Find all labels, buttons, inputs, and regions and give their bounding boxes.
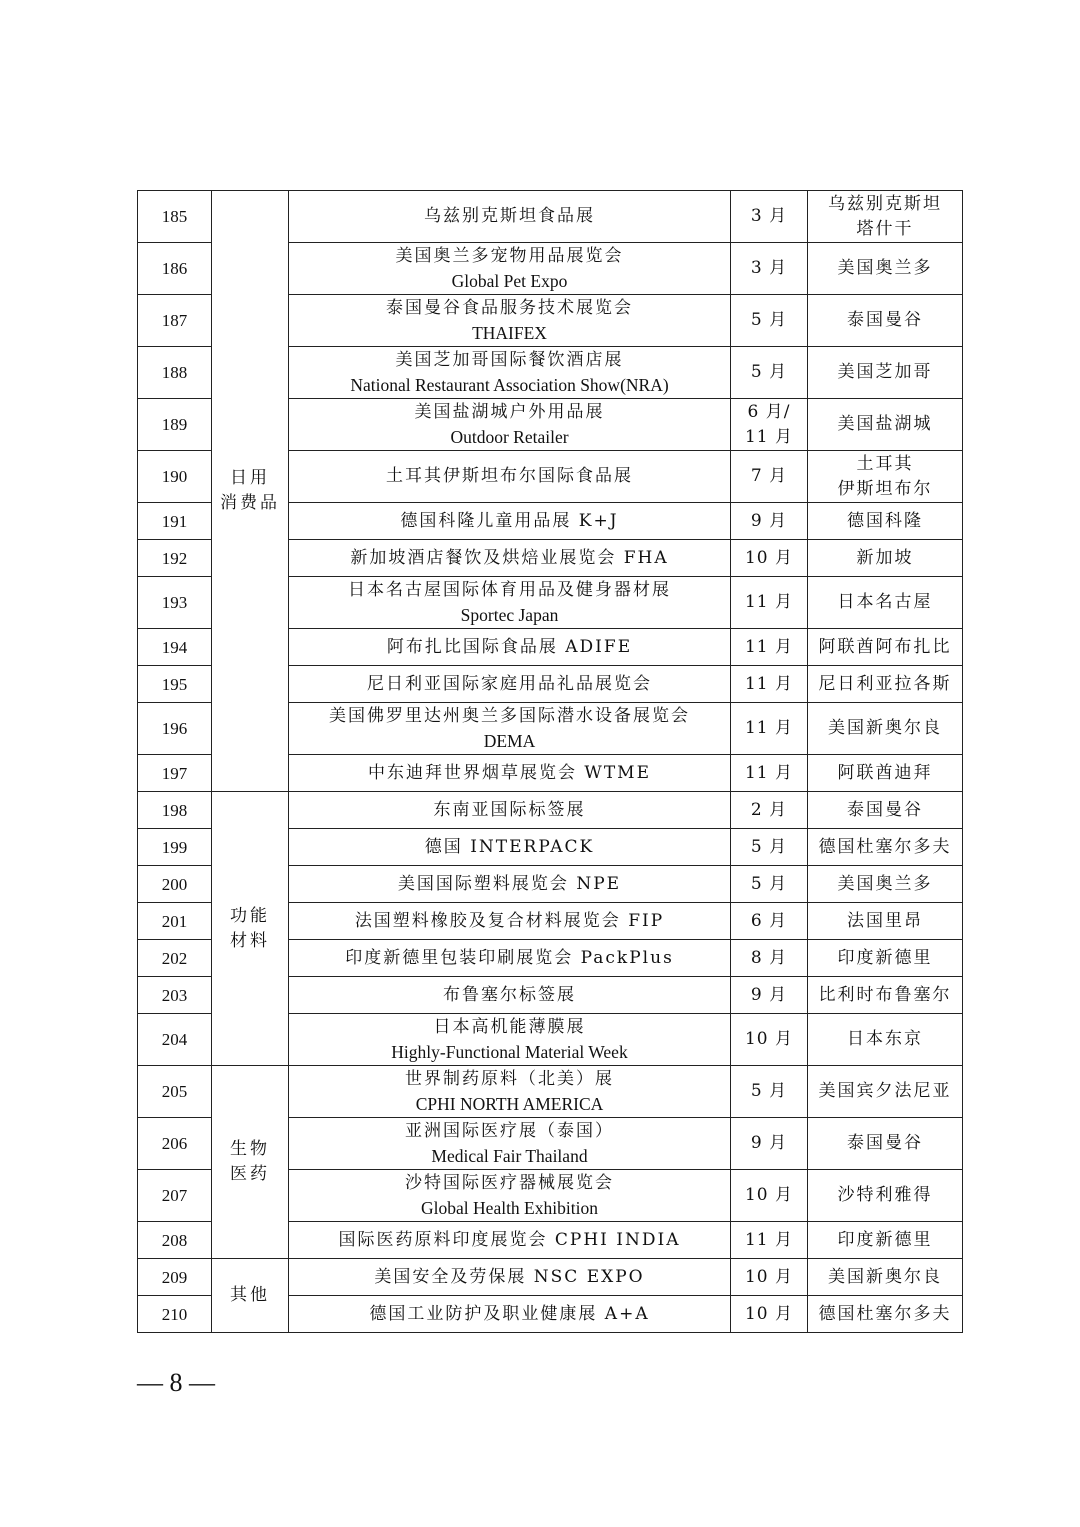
month-cell (731, 666, 808, 703)
exhibition-month: 11 月 (744, 673, 794, 694)
exhibition-city: 德国科隆 (847, 510, 923, 531)
exhibition-name-cell (289, 503, 731, 540)
exhibition-name: 美国佛罗里达州奥兰多国际潜水设备展览会 (329, 705, 690, 726)
exhibition-name: 沙特国际医疗器械展览会 (405, 1172, 614, 1193)
exhibition-name-en: Global Pet Expo (451, 270, 568, 291)
exhibition-table-body (138, 191, 963, 1333)
month-cell (731, 1222, 808, 1259)
exhibition-name-cell (289, 577, 731, 629)
exhibition-month: 11 月 (744, 762, 794, 783)
category-biomedicine (212, 1066, 289, 1259)
exhibition-name-cell (289, 540, 731, 577)
exhibition-name: 美国安全及劳保展 NSC EXPO (374, 1266, 645, 1287)
exhibition-month: 9 月 (750, 1133, 788, 1153)
exhibition-city: 乌兹别克斯坦 塔什干 (828, 193, 942, 239)
exhibition-name-en: Sportec Japan (460, 604, 559, 625)
city-cell (808, 1170, 963, 1222)
month-cell (731, 503, 808, 540)
exhibition-name: 泰国曼谷食品服务技术展览会 (386, 297, 633, 318)
row-number: 203 (138, 977, 212, 1014)
exhibition-month: 10 月 (744, 1266, 794, 1287)
exhibition-name-cell (289, 703, 731, 755)
exhibition-name-cell (289, 191, 731, 243)
exhibition-name: 中东迪拜世界烟草展览会 WTME (367, 762, 652, 783)
city-cell (808, 1222, 963, 1259)
exhibition-name-cell (289, 755, 731, 792)
table-row (138, 1066, 963, 1118)
table-row (138, 792, 963, 829)
exhibition-name: 美国国际塑料展览会 NPE (397, 873, 622, 894)
month-cell (731, 755, 808, 792)
exhibition-name-en: CPHI NORTH AMERICA (415, 1093, 604, 1114)
exhibition-month: 10 月 (744, 547, 794, 568)
row-number: 204 (138, 1014, 212, 1066)
exhibition-month: 8 月 (750, 947, 788, 968)
exhibition-name-en: Outdoor Retailer (450, 426, 569, 447)
exhibition-name-cell (289, 1259, 731, 1296)
city-cell (808, 451, 963, 503)
exhibition-month: 7 月 (750, 466, 788, 486)
row-number: 206 (138, 1118, 212, 1170)
exhibition-name: 乌兹别克斯坦食品展 (424, 206, 595, 226)
exhibition-name: 美国盐湖城户外用品展 (414, 401, 605, 422)
month-cell (731, 243, 808, 295)
city-cell (808, 977, 963, 1014)
exhibition-city: 比利时布鲁塞尔 (818, 984, 952, 1005)
month-cell (731, 1259, 808, 1296)
exhibition-name: 土耳其伊斯坦布尔国际食品展 (386, 466, 633, 486)
exhibition-city: 美国盐湖城 (837, 414, 933, 434)
row-number: 198 (138, 792, 212, 829)
city-cell (808, 792, 963, 829)
row-number: 202 (138, 940, 212, 977)
category-label: 生物 医药 (230, 1139, 270, 1184)
category-label: 日用 消费品 (220, 468, 280, 513)
exhibition-city: 泰国曼谷 (847, 310, 923, 330)
row-number: 196 (138, 703, 212, 755)
exhibition-name-cell (289, 295, 731, 347)
category-label: 其他 (230, 1285, 270, 1305)
exhibition-name: 东南亚国际标签展 (433, 799, 586, 820)
exhibition-name-cell (289, 792, 731, 829)
exhibition-city: 日本东京 (847, 1029, 923, 1049)
exhibition-name: 德国科隆儿童用品展 K+J (400, 510, 619, 531)
exhibition-name-cell (289, 666, 731, 703)
category-other (212, 1259, 289, 1333)
exhibition-month: 5 月 (750, 310, 788, 330)
row-number: 188 (138, 347, 212, 399)
table-row (138, 191, 963, 243)
exhibition-month: 11 月 (744, 1229, 794, 1250)
exhibition-name-cell (289, 1066, 731, 1118)
exhibition-name-cell (289, 399, 731, 451)
exhibition-city: 德国杜塞尔多夫 (818, 836, 952, 857)
exhibition-month: 5 月 (750, 1081, 788, 1101)
row-number: 189 (138, 399, 212, 451)
city-cell (808, 829, 963, 866)
table-row (138, 1259, 963, 1296)
city-cell (808, 540, 963, 577)
row-number: 194 (138, 629, 212, 666)
category-daily-consumer (212, 191, 289, 792)
month-cell (731, 347, 808, 399)
exhibition-city: 沙特利雅得 (837, 1185, 933, 1205)
exhibition-month: 2 月 (750, 799, 788, 820)
row-number: 187 (138, 295, 212, 347)
exhibition-city: 阿联酋阿布扎比 (818, 636, 952, 657)
exhibition-name-en: National Restaurant Association Show(NRA) (350, 374, 669, 395)
month-cell (731, 1014, 808, 1066)
city-cell (808, 629, 963, 666)
city-cell (808, 666, 963, 703)
exhibition-name: 亚洲国际医疗展（泰国） (405, 1120, 614, 1141)
city-cell (808, 577, 963, 629)
exhibition-city: 日本名古屋 (837, 592, 933, 612)
exhibition-table (137, 190, 963, 1333)
city-cell (808, 703, 963, 755)
exhibition-city: 美国新奥尔良 (828, 718, 942, 738)
month-cell (731, 577, 808, 629)
city-cell (808, 191, 963, 243)
exhibition-city: 法国里昂 (847, 910, 923, 931)
month-cell (731, 829, 808, 866)
exhibition-name-cell (289, 866, 731, 903)
month-cell (731, 1118, 808, 1170)
exhibition-name-en: Medical Fair Thailand (431, 1145, 588, 1166)
exhibition-name: 阿布扎比国际食品展 ADIFE (386, 636, 633, 657)
row-number: 193 (138, 577, 212, 629)
exhibition-city: 新加坡 (856, 547, 914, 568)
city-cell (808, 1296, 963, 1333)
exhibition-name-cell (289, 1014, 731, 1066)
exhibition-month: 6 月/ 11 月 (744, 401, 794, 447)
exhibition-name: 世界制药原料（北美）展 (405, 1068, 614, 1089)
exhibition-name: 尼日利亚国际家庭用品礼品展览会 (367, 673, 652, 694)
exhibition-month: 5 月 (750, 873, 788, 894)
exhibition-month: 9 月 (750, 510, 788, 531)
month-cell (731, 1170, 808, 1222)
row-number: 197 (138, 755, 212, 792)
exhibition-name-cell (289, 347, 731, 399)
row-number: 192 (138, 540, 212, 577)
row-number: 201 (138, 903, 212, 940)
month-cell (731, 295, 808, 347)
exhibition-month: 10 月 (744, 1185, 794, 1205)
exhibition-month: 10 月 (744, 1029, 794, 1049)
city-cell (808, 866, 963, 903)
exhibition-name-cell (289, 940, 731, 977)
exhibition-name-cell (289, 1296, 731, 1333)
exhibition-name: 美国奥兰多宠物用品展览会 (395, 245, 624, 266)
exhibition-name: 法国塑料橡胶及复合材料展览会 FIP (354, 910, 665, 931)
exhibition-city: 泰国曼谷 (847, 1133, 923, 1153)
exhibition-name-en: Highly-Functional Material Week (391, 1041, 628, 1062)
exhibition-month: 3 月 (750, 258, 788, 278)
exhibition-name-cell (289, 451, 731, 503)
exhibition-city: 阿联酋迪拜 (837, 762, 933, 783)
month-cell (731, 940, 808, 977)
row-number: 208 (138, 1222, 212, 1259)
exhibition-city: 美国奥兰多 (837, 258, 933, 278)
exhibition-city: 泰国曼谷 (847, 799, 923, 820)
exhibition-name: 日本名古屋国际体育用品及健身器材展 (348, 579, 671, 600)
category-label: 功能 材料 (230, 905, 270, 951)
exhibition-name-cell (289, 1118, 731, 1170)
row-number: 207 (138, 1170, 212, 1222)
month-cell (731, 792, 808, 829)
exhibition-city: 美国芝加哥 (837, 362, 933, 382)
exhibition-name-cell (289, 977, 731, 1014)
exhibition-month: 10 月 (744, 1303, 794, 1324)
city-cell (808, 1014, 963, 1066)
exhibition-name-cell (289, 1170, 731, 1222)
exhibition-name: 美国芝加哥国际餐饮酒店展 (395, 349, 624, 370)
exhibition-city: 印度新德里 (837, 1229, 933, 1250)
row-number: 205 (138, 1066, 212, 1118)
month-cell (731, 866, 808, 903)
city-cell (808, 503, 963, 540)
exhibition-city: 美国奥兰多 (837, 873, 933, 894)
exhibition-name-cell (289, 243, 731, 295)
city-cell (808, 399, 963, 451)
month-cell (731, 977, 808, 1014)
exhibition-name: 日本高机能薄膜展 (433, 1016, 586, 1037)
month-cell (731, 191, 808, 243)
month-cell (731, 1066, 808, 1118)
exhibition-month: 6 月 (750, 910, 788, 931)
exhibition-city: 美国新奥尔良 (828, 1266, 942, 1287)
month-cell (731, 451, 808, 503)
exhibition-month: 9 月 (750, 984, 788, 1005)
exhibition-name-en: THAIFEX (472, 322, 547, 343)
exhibition-city: 土耳其 伊斯坦布尔 (837, 453, 933, 499)
month-cell (731, 1296, 808, 1333)
city-cell (808, 347, 963, 399)
category-functional-materials (212, 792, 289, 1066)
city-cell (808, 755, 963, 792)
exhibition-month: 11 月 (744, 592, 794, 612)
exhibition-month: 11 月 (744, 718, 794, 738)
exhibition-name: 布鲁塞尔标签展 (443, 984, 576, 1005)
city-cell (808, 1118, 963, 1170)
month-cell (731, 703, 808, 755)
exhibition-month: 11 月 (744, 636, 794, 657)
row-number: 195 (138, 666, 212, 703)
exhibition-city: 德国杜塞尔多夫 (818, 1303, 952, 1324)
exhibition-name: 德国 INTERPACK (424, 836, 595, 857)
row-number: 199 (138, 829, 212, 866)
city-cell (808, 295, 963, 347)
exhibition-name: 国际医药原料印度展览会 CPHI INDIA (338, 1229, 681, 1250)
city-cell (808, 940, 963, 977)
exhibition-name-cell (289, 903, 731, 940)
exhibition-city: 尼日利亚拉各斯 (818, 673, 952, 694)
row-number: 185 (138, 191, 212, 243)
exhibition-month: 3 月 (750, 206, 788, 226)
city-cell (808, 243, 963, 295)
month-cell (731, 903, 808, 940)
row-number: 186 (138, 243, 212, 295)
row-number: 191 (138, 503, 212, 540)
row-number: 209 (138, 1259, 212, 1296)
exhibition-month: 5 月 (750, 362, 788, 382)
exhibition-name-cell (289, 829, 731, 866)
exhibition-city: 美国宾夕法尼亚 (818, 1081, 952, 1101)
exhibition-name-cell (289, 1222, 731, 1259)
exhibition-name-en: DEMA (483, 730, 536, 751)
city-cell (808, 903, 963, 940)
exhibition-name: 新加坡酒店餐饮及烘焙业展览会 FHA (350, 547, 669, 568)
row-number: 210 (138, 1296, 212, 1333)
exhibition-city: 印度新德里 (837, 947, 933, 968)
row-number: 200 (138, 866, 212, 903)
city-cell (808, 1066, 963, 1118)
city-cell (808, 1259, 963, 1296)
exhibition-name: 德国工业防护及职业健康展 A+A (369, 1303, 650, 1324)
month-cell (731, 540, 808, 577)
month-cell (731, 399, 808, 451)
exhibition-name-cell (289, 629, 731, 666)
row-number: 190 (138, 451, 212, 503)
exhibition-name: 印度新德里包装印刷展览会 PackPlus (345, 947, 674, 968)
page-number: — 8 — (137, 1368, 215, 1397)
month-cell (731, 629, 808, 666)
exhibition-name-en: Global Health Exhibition (421, 1197, 598, 1218)
exhibition-month: 5 月 (750, 836, 788, 857)
